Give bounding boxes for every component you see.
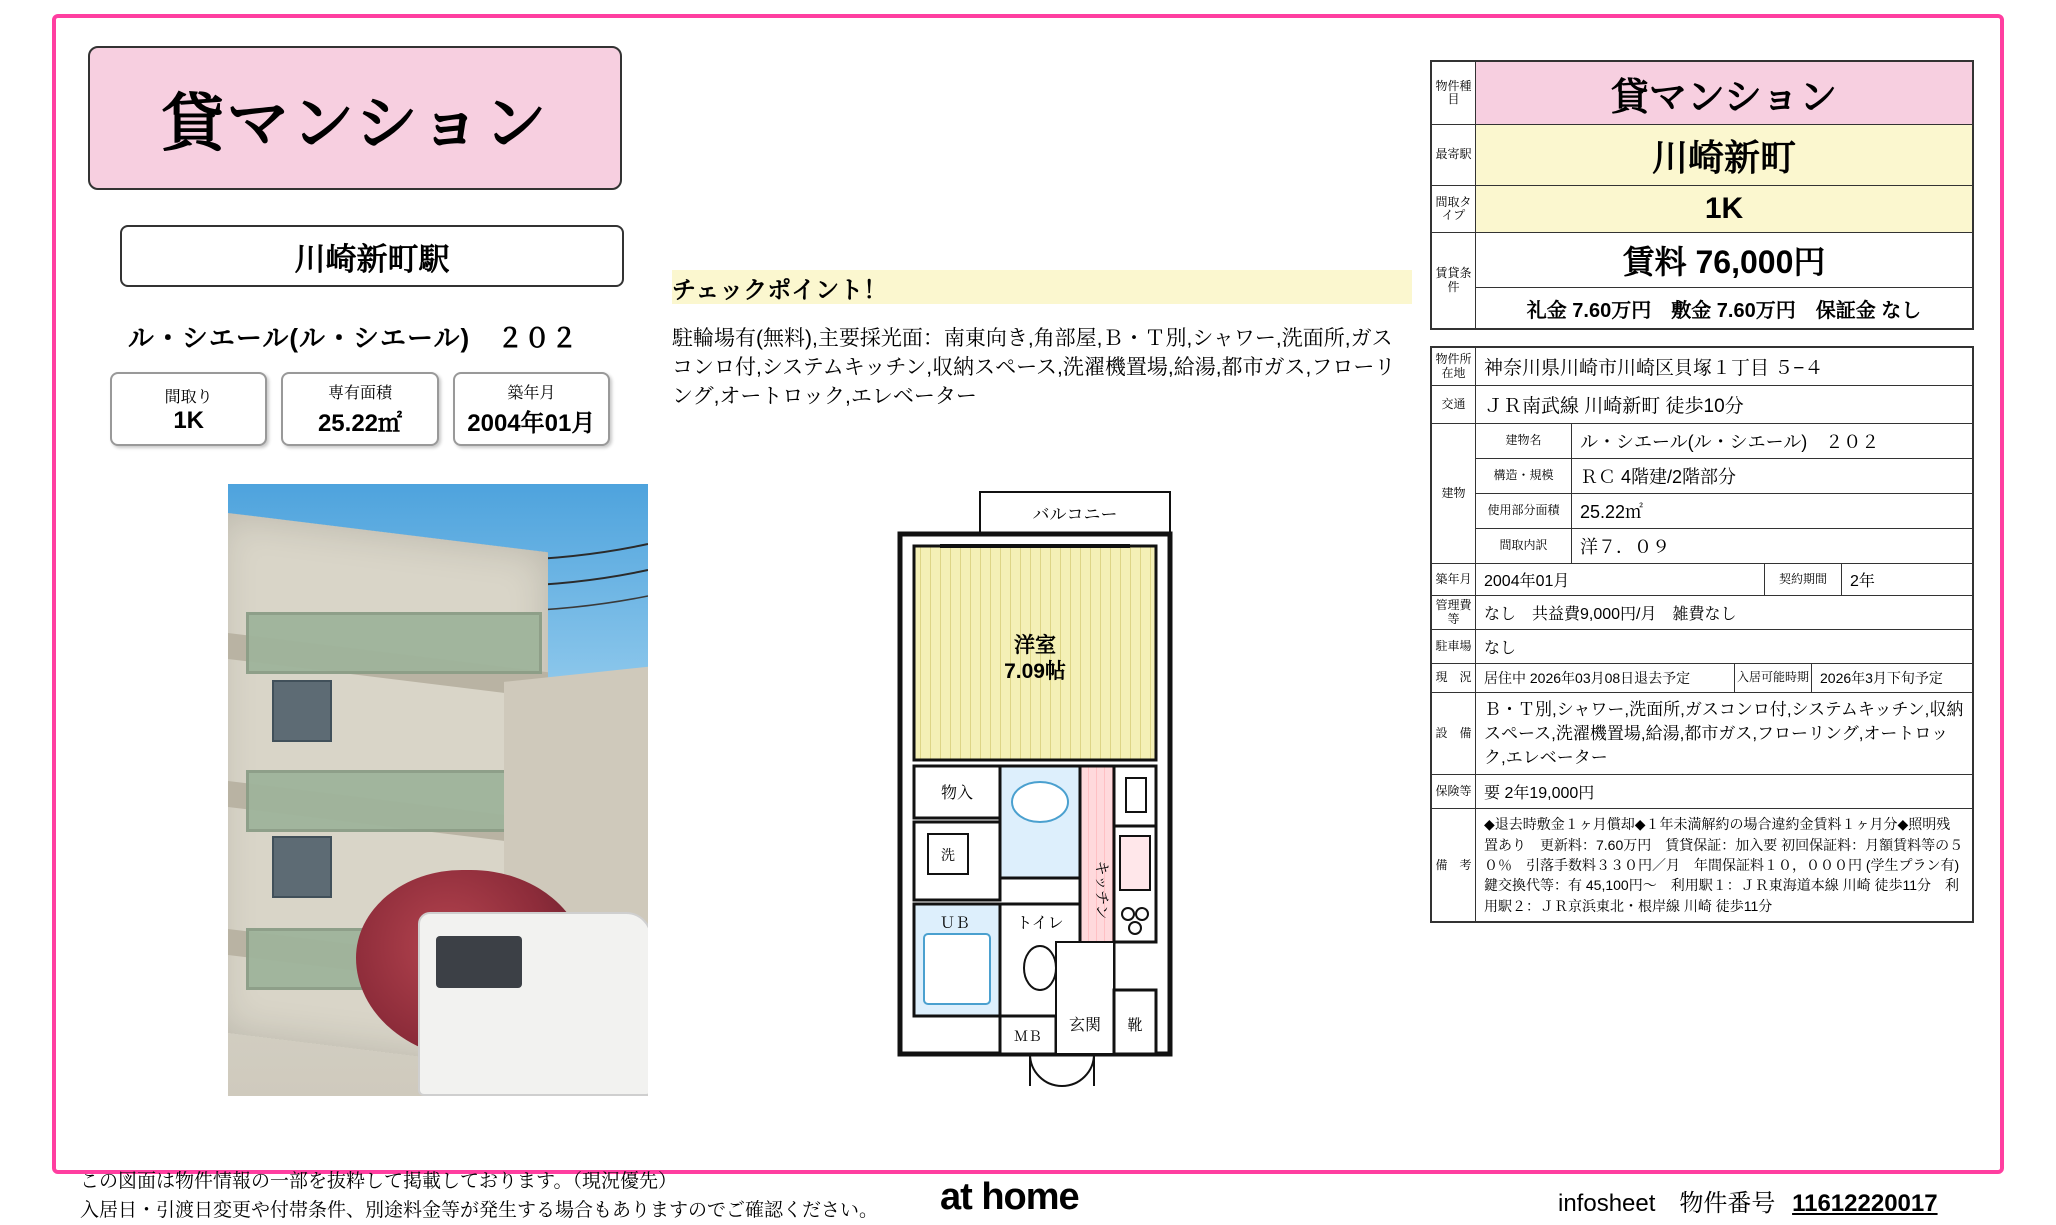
station-text: 川崎新町駅: [295, 234, 450, 279]
value-structure: ＲＣ 4階建/2階部分: [1572, 459, 1972, 493]
footer-note: [80, 1168, 878, 1225]
value-building-name: ル・シエール(ル・シエール) ２０２: [1572, 424, 1972, 458]
spec-area-label: 専有面積: [328, 380, 392, 403]
value-rent: 賃料 76,000円: [1623, 237, 1826, 283]
label-building-name: 建物名: [1476, 424, 1572, 458]
plan-shoes-label: 靴: [1127, 1017, 1142, 1034]
row-management-fee: [1432, 596, 1972, 630]
row-building-name: [1476, 424, 1972, 459]
plan-balcony-label: バルコニー: [1033, 505, 1118, 524]
label-access: 交通: [1432, 386, 1476, 423]
spec-row: [110, 372, 610, 446]
label-property-type: 物件種目: [1432, 62, 1476, 124]
label-equipment: 設 備: [1432, 693, 1476, 774]
label-insurance: 保険等: [1432, 775, 1476, 808]
spec-built-value: 2004年01月: [467, 403, 595, 438]
footer-note-line1: この図面は物件情報の一部を抜粋して掲載しております。（現況優先）: [80, 1168, 878, 1197]
photo-balcony-2f: [246, 770, 542, 832]
label-rent-conditions: 賃貸条件: [1432, 233, 1476, 328]
value-status: 居住中 2026年03月08日退去予定: [1476, 664, 1734, 692]
station-box: [120, 225, 624, 287]
label-contract: 契約期間: [1764, 564, 1842, 595]
row-access: [1432, 386, 1972, 424]
label-layout-detail: 間取内訳: [1476, 529, 1572, 563]
row-status: [1432, 664, 1972, 693]
row-built-contract: [1432, 564, 1972, 596]
label-status: 現 況: [1432, 664, 1476, 692]
property-type-text: 貸マンション: [161, 73, 548, 164]
plan-mb-label: ＭＢ: [1014, 1028, 1042, 1044]
label-movein: 入居可能時期: [1734, 664, 1812, 692]
photo-balcony-3f: [246, 612, 542, 674]
row-structure: [1476, 459, 1972, 494]
value-layout-type: 1K: [1705, 192, 1743, 226]
label-address: 物件所在地: [1432, 348, 1476, 385]
spec-built-label: 築年月: [507, 380, 555, 403]
checkpoint-title: [672, 270, 1412, 304]
row-used-area: [1476, 494, 1972, 529]
spec-area: [281, 372, 438, 446]
spec-layout-value: 1K: [173, 407, 204, 435]
value-access: ＪＲ南武線 川崎新町 徒歩10分: [1476, 386, 1972, 423]
row-property-type: [1432, 62, 1972, 125]
value-fees: 礼金 7.60万円 敷金 7.60万円 保証金 なし: [1527, 294, 1922, 323]
plan-room-name: 洋室: [1014, 633, 1056, 657]
value-remarks: ◆退去時敷金１ヶ月償却◆１年未満解約の場合違約金賃料１ヶ月分◆照明残置あり 更新料：7.60万円 賃貸保証：加入要 初回保証料：月額賃料等の５０％ 引落手数料３３０円／月 年間保証料１０，０００円 (学生プラン有) 鍵交換代等：有 45,100円〜 利用駅１：ＪＲ東海道本線 川崎 徒歩11分 利用駅２：ＪＲ京浜東北・根岸線 川崎 徒歩11分: [1476, 809, 1972, 920]
plan-ub-label: ＵＢ: [940, 915, 970, 932]
photo-window: [272, 680, 332, 742]
value-equipment: Ｂ・Ｔ別,シャワー,洗面所,ガスコンロ付,システムキッチン,収納スペース,洗濯機置場,給湯,都市ガス,フローリング,オートロック,エレベーター: [1476, 693, 1972, 774]
label-used-area: 使用部分面積: [1476, 494, 1572, 528]
label-layout-type: 間取タイプ: [1432, 186, 1476, 232]
summary-top: [1430, 60, 1974, 330]
footer-note-line2: 入居日・引渡日変更や付帯条件、別途料金等が発生する場合もありますのでご確認ください。: [80, 1197, 878, 1225]
property-type-title: [88, 46, 622, 190]
spec-layout-label: 間取り: [165, 384, 213, 407]
infosheet-footer: [1558, 1183, 1938, 1218]
athome-logo: at home: [940, 1176, 1079, 1219]
plan-room-size: 7.09帖: [1004, 659, 1066, 683]
value-station: 川崎新町: [1652, 130, 1796, 181]
row-insurance: [1432, 775, 1972, 809]
property-photo: [228, 484, 648, 1096]
checkpoint-body: 駐輪場有(無料),主要採光面：南東向き,角部屋,Ｂ・Ｔ別,シャワー,洗面所,ガスコンロ付,システムキッチン,収納スペース,洗濯機置場,給湯,都市ガス,フローリング,オートロック,エレベーター: [672, 325, 1412, 412]
plan-entrance-label: 玄関: [1069, 1016, 1101, 1034]
value-contract: 2年: [1842, 564, 1972, 595]
row-parking: [1432, 630, 1972, 664]
detail-table: [1430, 346, 1974, 923]
infosheet-number: 11612220017: [1792, 1190, 1938, 1217]
plan-closet-label: 物入: [941, 784, 973, 802]
spec-built: [453, 372, 610, 446]
value-insurance: 要 2年19,000円: [1476, 775, 1972, 808]
value-used-area: 25.22㎡: [1572, 494, 1972, 528]
summary-table: [1430, 60, 1974, 923]
label-remarks: 備 考: [1432, 809, 1476, 920]
checkpoint-title-text: チェックポイント！: [672, 270, 887, 305]
photo-window: [272, 836, 332, 898]
plan-washer-label: 洗: [941, 847, 955, 863]
label-building: 建物: [1432, 424, 1476, 563]
value-built: 2004年01月: [1476, 564, 1764, 595]
infosheet-label: infosheet 物件番号: [1558, 1190, 1775, 1217]
floor-plan: [880, 490, 1270, 1100]
row-address: [1432, 348, 1972, 386]
label-parking: 駐車場: [1432, 630, 1476, 663]
label-management-fee: 管理費等: [1432, 596, 1476, 629]
row-rent-conditions: [1432, 233, 1972, 328]
building-name: ル・シエール(ル・シエール) ２０２: [88, 318, 618, 355]
spec-area-value: 25.22㎡: [318, 403, 402, 438]
row-station: [1432, 125, 1972, 186]
row-layout-type: [1432, 186, 1972, 233]
value-management-fee: なし 共益費9,000円/月 雑費なし: [1476, 596, 1972, 629]
value-property-type: 貸マンション: [1611, 66, 1837, 121]
photo-van: [418, 912, 648, 1096]
value-parking: なし: [1476, 630, 1972, 663]
label-structure: 構造・規模: [1476, 459, 1572, 493]
row-equipment: [1432, 693, 1972, 775]
row-building: [1432, 424, 1972, 564]
label-station: 最寄駅: [1432, 125, 1476, 185]
value-movein: 2026年3月下旬予定: [1812, 664, 1972, 692]
value-layout-detail: 洋７．０９: [1572, 529, 1972, 563]
row-remarks: [1432, 809, 1972, 920]
spec-layout: [110, 372, 267, 446]
label-built: 築年月: [1432, 564, 1476, 595]
value-address: 神奈川県川崎市川崎区貝塚１丁目 ５−４: [1476, 348, 1972, 385]
plan-kitchen-label: キッチン: [1093, 861, 1110, 920]
row-layout-detail: [1476, 529, 1972, 563]
plan-toilet-label: トイレ: [1016, 915, 1063, 932]
